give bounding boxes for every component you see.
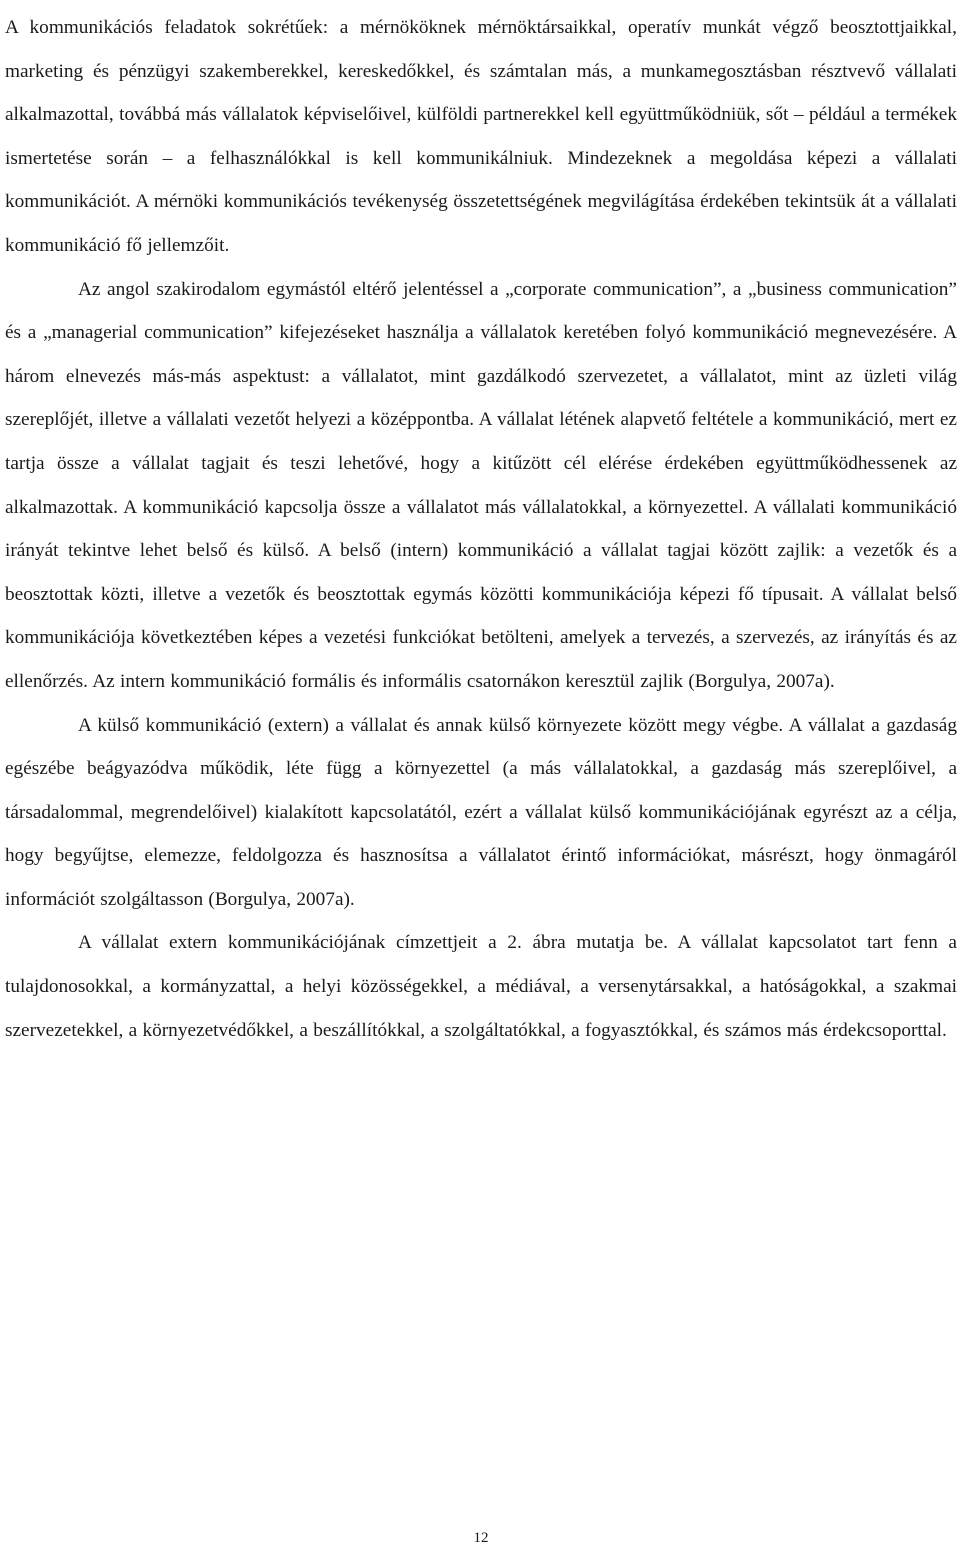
page-number: 12	[473, 1530, 489, 1546]
paragraph-external-recipients: A vállalat extern kommunikációjának címzettjeit a 2. ábra mutatja be. A vállalat kapcsolatot tart fenn a tulajdonosokkal, a kormányzattal, a helyi közösségekkel, a médiával, a versenytársakkal, a hatóságokkal, a szakmai szervezetekkel, a környezetvédőkkel, a beszállítókkal, a szolgáltatókkal, a fogyasztókkal, és számos más érdekcsoporttal.	[5, 932, 957, 1041]
paragraph-external-communication: A külső kommunikáció (extern) a vállalat és annak külső környezete között megy végbe. A vállalat a gazdaság egészébe beágyazódva működik, léte függ a környezettel (a más vállalatokkal, a gazdaság más szereplőivel, a társadalommal, megrendelőivel) kialakított kapcsolatától, ezért a vállalat külső kommunikációjának egyrészt az a célja, hogy begyűjtse, elemezze, feldolgozza és hasznosítsa a vállalatot érintő információkat, másrészt, hogy önmagáról információt szolgáltasson (Borgulya, 2007a).	[5, 714, 957, 910]
body-text	[5, 6, 957, 1052]
paragraph-terminology: Az angol szakirodalom egymástól eltérő jelentéssel a „corporate communication”, a „business communication” és a „managerial communication” kifejezéseket használja a vállalatok keretében folyó kommunikáció megnevezésére. A három elnevezés más-más aspektust: a vállalatot, mint gazdálkodó szervezetet, a vállalatot, mint az üzleti világ szereplőjét, illetve a vállalati vezetőt helyezi a középpontba. A vállalat létének alapvető feltétele a kommunikáció, mert ez tartja össze a vállalat tagjait és teszi lehetővé, hogy a kitűzött cél elérése érdekében együttműködhessenek az alkalmazottak. A kommunikáció kapcsolja össze a vállalatot más vállalatokkal, a környezettel. A vállalati kommunikáció irányát tekintve lehet belső és külső. A belső (intern) kommunikáció a vállalat tagjai között zajlik: a vezetők és a beosztottak közti, illetve a vezetők és beosztottak egymás közötti kommunikációja képezi fő típusait. A vállalat belső kommunikációja következtében képes a vezetési funkciókat betölteni, amelyek a tervezés, a szervezés, az irányítás és az ellenőrzés. Az intern kommunikáció formális és informális csatornákon keresztül zajlik (Borgulya, 2007a).	[5, 278, 957, 692]
document-page	[5, 0, 957, 1551]
paragraph-intro: A kommunikációs feladatok sokrétűek: a mérnököknek mérnöktársaikkal, operatív munkát végző beosztottjaikkal, marketing és pénzügyi szakemberekkel, kereskedőkkel, és számtalan más, a munkamegosztásban résztvevő vállalati alkalmazottal, továbbá más vállalatok képviselőivel, külföldi partnerekkel kell együttműködniük, sőt – például a termékek ismertetése során – a felhasználókkal is kell kommunikálniuk. Mindezeknek a megoldása képezi a vállalati kommunikációt. A mérnöki kommunikációs tevékenység összetettségének megvilágítása érdekében tekintsük át a vállalati kommunikáció fő jellemzőit.	[5, 17, 957, 256]
